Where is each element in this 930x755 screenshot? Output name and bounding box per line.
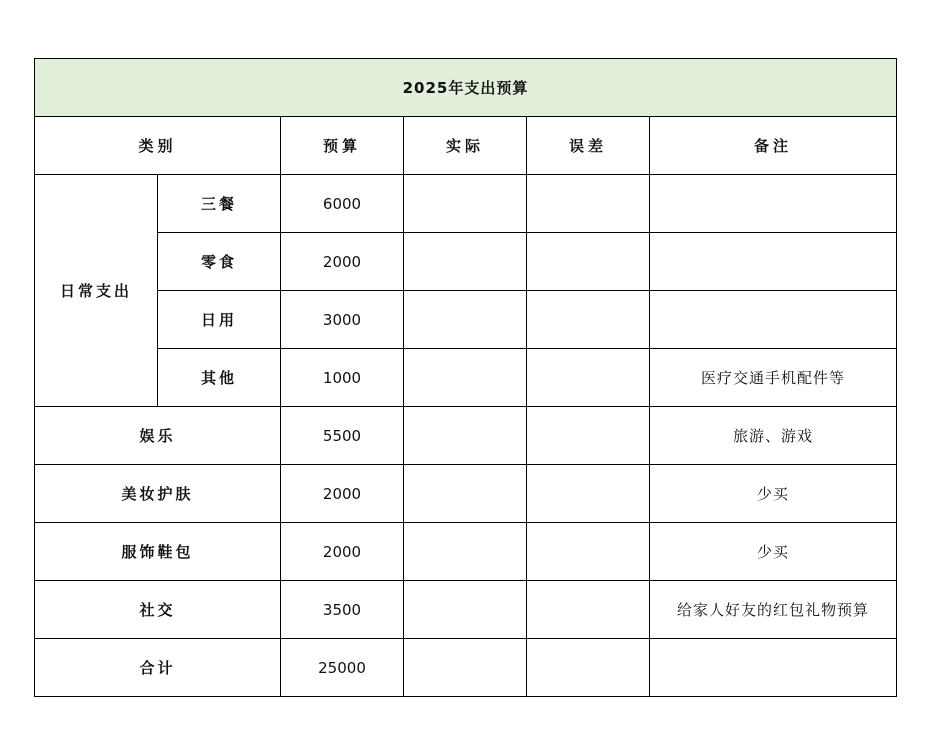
total-row xyxy=(35,639,897,697)
header-remark: 备注 xyxy=(650,117,897,175)
remark-cell[interactable]: 旅游、游戏 xyxy=(650,407,897,465)
error-cell[interactable] xyxy=(527,407,650,465)
actual-cell[interactable] xyxy=(404,407,527,465)
category-cell: 娱乐 xyxy=(35,407,281,465)
remark-cell[interactable]: 医疗交通手机配件等 xyxy=(650,349,897,407)
remark-cell[interactable]: 少买 xyxy=(650,523,897,581)
remark-cell[interactable]: 少买 xyxy=(650,465,897,523)
budget-cell[interactable]: 3000 xyxy=(281,291,404,349)
header-row xyxy=(35,117,897,175)
header-budget: 预算 xyxy=(281,117,404,175)
error-cell[interactable] xyxy=(527,175,650,233)
remark-cell[interactable]: 给家人好友的红包礼物预算 xyxy=(650,581,897,639)
error-cell[interactable] xyxy=(527,233,650,291)
error-cell[interactable] xyxy=(527,291,650,349)
title-row xyxy=(35,59,897,117)
category-cell: 服饰鞋包 xyxy=(35,523,281,581)
table-row xyxy=(35,291,897,349)
budget-cell[interactable]: 2000 xyxy=(281,465,404,523)
total-budget-cell[interactable]: 25000 xyxy=(281,639,404,697)
budget-cell[interactable]: 5500 xyxy=(281,407,404,465)
category-cell: 三餐 xyxy=(158,175,281,233)
total-error-cell[interactable] xyxy=(527,639,650,697)
actual-cell[interactable] xyxy=(404,523,527,581)
table-row xyxy=(35,175,897,233)
actual-cell[interactable] xyxy=(404,465,527,523)
budget-cell[interactable]: 2000 xyxy=(281,523,404,581)
total-label-cell: 合计 xyxy=(35,639,281,697)
remark-cell[interactable] xyxy=(650,175,897,233)
table-row xyxy=(35,349,897,407)
category-cell: 日用 xyxy=(158,291,281,349)
header-category: 类别 xyxy=(35,117,281,175)
total-remark-cell[interactable] xyxy=(650,639,897,697)
total-actual-cell[interactable] xyxy=(404,639,527,697)
category-cell: 零食 xyxy=(158,233,281,291)
header-actual: 实际 xyxy=(404,117,527,175)
actual-cell[interactable] xyxy=(404,233,527,291)
budget-table xyxy=(34,58,897,697)
table-row xyxy=(35,407,897,465)
actual-cell[interactable] xyxy=(404,581,527,639)
budget-cell[interactable]: 2000 xyxy=(281,233,404,291)
table-row xyxy=(35,465,897,523)
budget-cell[interactable]: 6000 xyxy=(281,175,404,233)
actual-cell[interactable] xyxy=(404,175,527,233)
error-cell[interactable] xyxy=(527,465,650,523)
actual-cell[interactable] xyxy=(404,349,527,407)
budget-cell[interactable]: 1000 xyxy=(281,349,404,407)
error-cell[interactable] xyxy=(527,581,650,639)
error-cell[interactable] xyxy=(527,349,650,407)
category-cell: 美妆护肤 xyxy=(35,465,281,523)
table-row xyxy=(35,523,897,581)
category-cell: 社交 xyxy=(35,581,281,639)
actual-cell[interactable] xyxy=(404,291,527,349)
budget-cell[interactable]: 3500 xyxy=(281,581,404,639)
error-cell[interactable] xyxy=(527,523,650,581)
table-row xyxy=(35,233,897,291)
table-row xyxy=(35,581,897,639)
remark-cell[interactable] xyxy=(650,233,897,291)
category-cell: 其他 xyxy=(158,349,281,407)
header-error: 误差 xyxy=(527,117,650,175)
table-title: 2025年支出预算 xyxy=(35,59,897,117)
remark-cell[interactable] xyxy=(650,291,897,349)
daily-group-cell: 日常支出 xyxy=(35,175,158,407)
